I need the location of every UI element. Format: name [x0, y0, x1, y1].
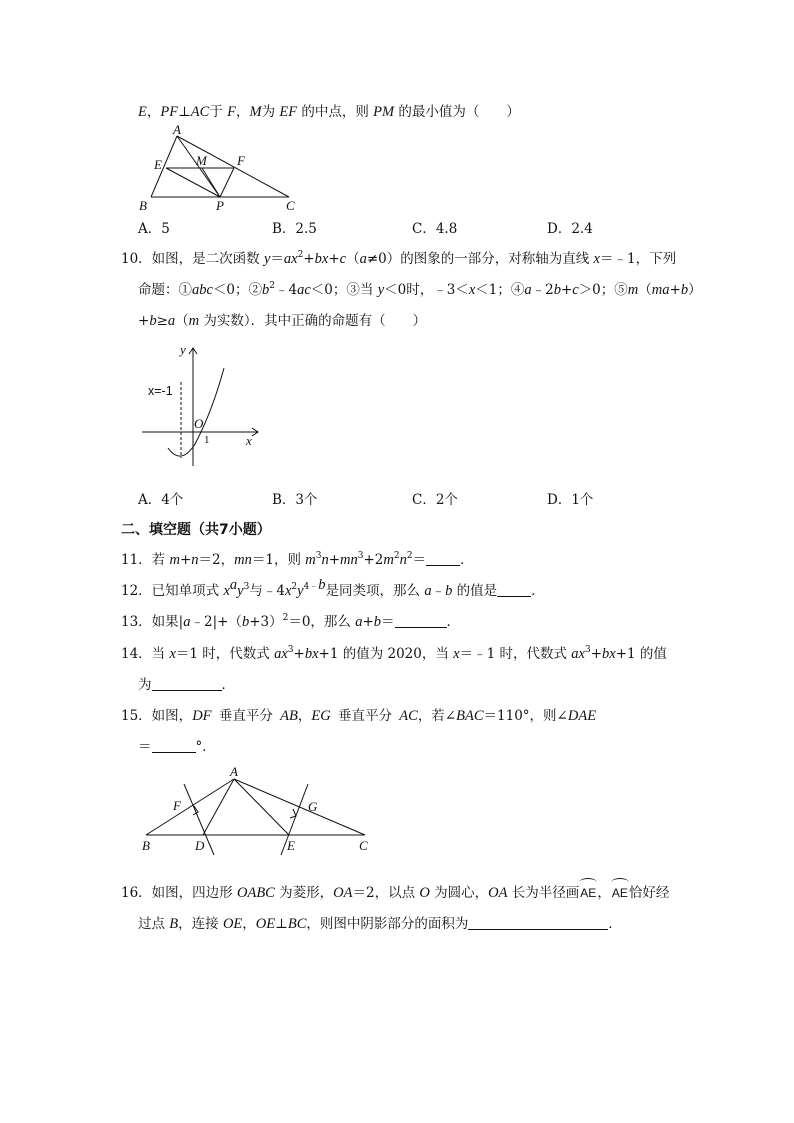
q9-label-M: M — [196, 153, 207, 168]
q12-text: 12．已知单项式 $x^ay^3$与$﹣4x^2y^{4﹣b}$是同类项，那么 a﹣b 的值是 ． — [121, 577, 545, 599]
q10-line2: 命题：①abc＜0；$②b^2﹣4ac<0$；③当 y＜0时，﹣3＜x＜1；④a﹣2b+c＞0；⑤m（ma+b） — [138, 281, 702, 298]
q9-triangle-figure — [136, 124, 306, 214]
q15-side-AB — [146, 779, 234, 835]
q10-label-O: O — [194, 416, 204, 431]
q10-option-a: A．4个 — [138, 492, 184, 508]
q14-line1: 14．当 x＝1 时，代数式 $ax^3+bx+1$ 的值为 2020，当 x＝﹣1 时，代数式 $ax^3+bx+1$ 的值 — [121, 645, 667, 662]
q15-label-D: D — [195, 838, 205, 853]
q9-option-d: D．2.4 — [547, 221, 593, 237]
q9-stem: E，PF⊥AC于 F，M为 EF 的中点，则 PM 的最小值为（ ） — [138, 104, 520, 120]
q11-text: 11．若 m+n＝2，mn＝1，则 $m^3n+mn^3+2m^2n^2=$ ． — [121, 551, 474, 568]
q15-triangle-figure — [136, 766, 382, 858]
q10-label-y: y — [180, 342, 186, 357]
q9-label-P: P — [216, 198, 224, 213]
q16-line1: 16．如图，四边形 OABC 为菱形，OA＝2，以点 O 为圆心，OA 长为半径画AE，AE恰好经 — [121, 885, 670, 901]
q15-label-B: B — [142, 838, 150, 853]
q9-option-c: C．4.8 — [412, 221, 458, 237]
q9-label-F: F — [237, 153, 245, 168]
q10-option-c: C．2个 — [412, 492, 458, 508]
q9-label-B: B — [139, 198, 147, 213]
q9-label-E: E — [154, 157, 162, 172]
q9-side-AC — [177, 136, 289, 197]
q15-label-C: C — [359, 838, 368, 853]
q12-answer-blank[interactable] — [497, 583, 531, 597]
q9-option-a: A．5 — [138, 221, 170, 237]
q10-label-axis: x=-1 — [148, 384, 173, 398]
q15-label-A: A — [230, 766, 238, 779]
q10-line1: 10．如图，是二次函数 $y=ax^2+bx+c(a\ne 0)$的图象的一部分，对称轴为直线 x＝﹣1，下列 — [121, 250, 677, 267]
q14-line2: 为 ． — [138, 677, 235, 693]
q10-parabola-figure — [140, 340, 270, 470]
q13-answer-blank[interactable] — [395, 614, 447, 628]
q15-label-F: F — [173, 798, 181, 813]
q10-label-x: x — [246, 433, 252, 448]
q9-seg-PE — [166, 168, 220, 197]
q9-option-b: B．2.5 — [272, 221, 317, 237]
q10-option-b: B．3个 — [272, 492, 318, 508]
q16-answer-blank[interactable] — [468, 916, 608, 930]
q15-seg-AD — [203, 779, 234, 835]
q16-arc-ae-1: AE — [580, 886, 597, 900]
q9-label-C: C — [286, 198, 295, 213]
q15-right-angle-G — [290, 809, 296, 818]
q10-label-one: 1 — [204, 434, 210, 446]
q15-label-G: G — [308, 799, 318, 814]
q10-parabola-curve — [168, 368, 224, 456]
q15-answer-blank[interactable] — [152, 739, 196, 753]
q16-line2: 过点 B，连接 OE，OE⊥BC，则图中阴影部分的面积为 ． — [138, 916, 622, 932]
q15-line2: ＝ °． — [138, 739, 216, 755]
section-fill-in-title: 二、填空题（共7小题） — [121, 522, 271, 538]
q10-option-d: D．1个 — [547, 492, 594, 508]
q16-arc-ae-2: AE — [611, 886, 628, 900]
q13-text: 13．如果$|a﹣2|+(b+3)^2=0$，那么 a+b＝ ． — [121, 613, 461, 630]
q9-seg-PF — [220, 168, 234, 197]
q10-line3: +b≥a（m 为实数）．其中正确的命题有（ ） — [138, 313, 427, 329]
q9-label-A: A — [173, 124, 181, 137]
q14-answer-blank[interactable] — [152, 677, 222, 691]
q15-label-E: E — [287, 838, 295, 853]
q15-seg-AE — [234, 779, 289, 835]
q11-answer-blank[interactable] — [426, 552, 460, 566]
q15-line1: 15．如图，DF 垂直平分 AB，EG 垂直平分 AC，若∠BAC＝110°，则∠DAE — [121, 708, 597, 724]
